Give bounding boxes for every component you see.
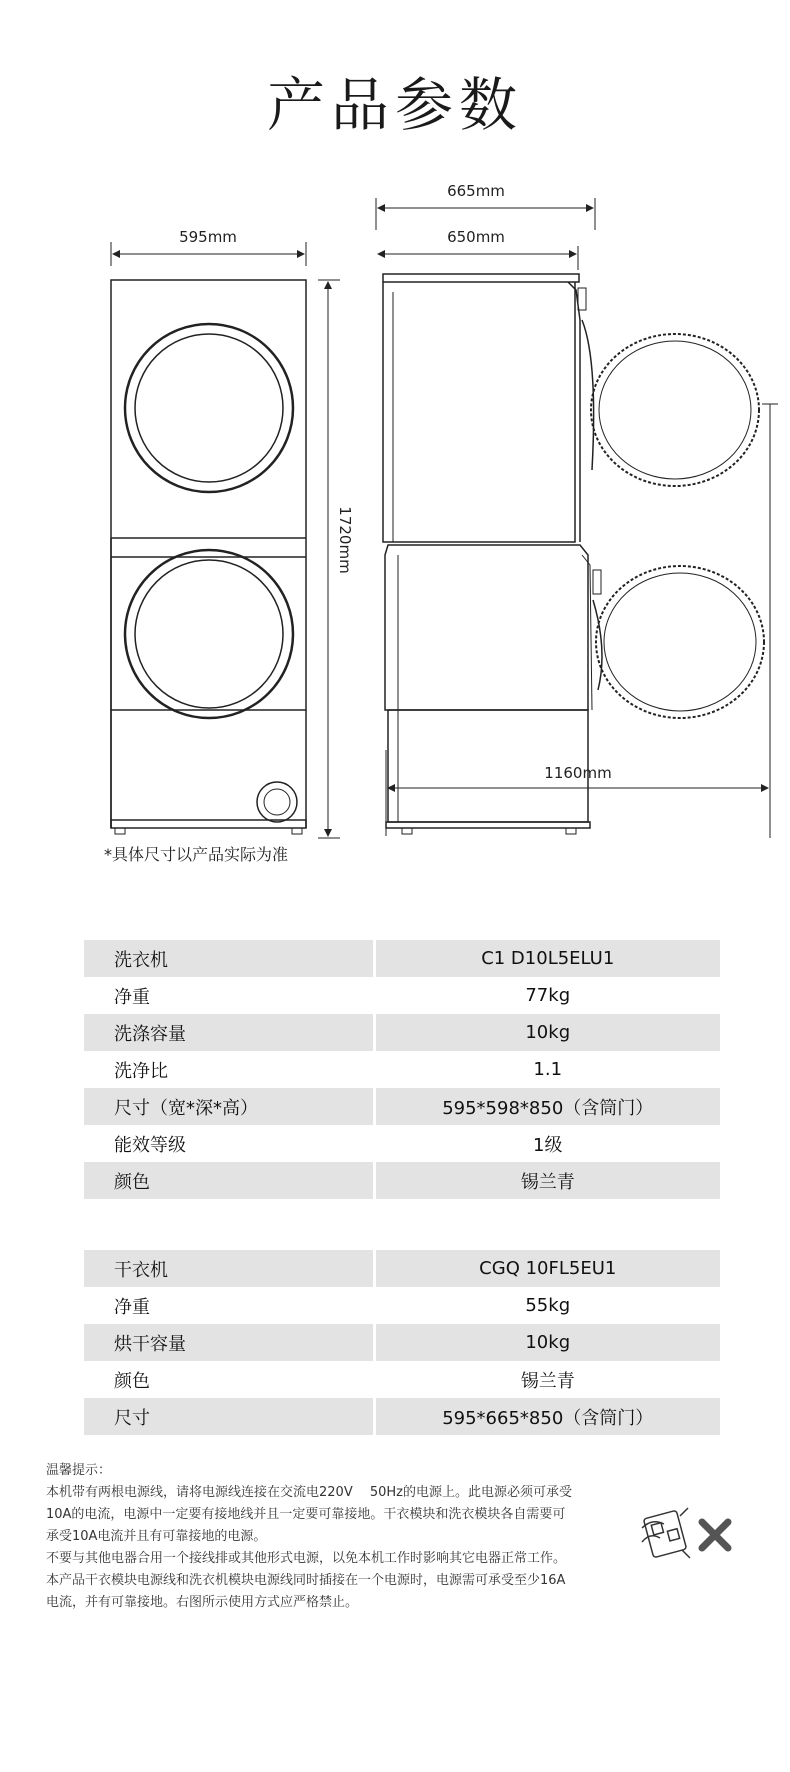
table-row	[84, 1324, 720, 1361]
power-strip-forbidden-icon	[640, 1502, 740, 1572]
washer-spec-table	[84, 940, 720, 1199]
dimension-note: *具体尺寸以产品实际为准	[104, 845, 289, 864]
row-label: 洗涤容量	[84, 1014, 374, 1051]
row-label: 能效等级	[84, 1125, 374, 1162]
dimension-diagram	[0, 170, 790, 870]
row-label: 颜色	[84, 1361, 374, 1398]
row-value: CGQ 10FL5EU1	[374, 1250, 720, 1287]
depth-body-label: 650mm	[447, 228, 505, 246]
row-value: 锡兰青	[520, 1370, 575, 1392]
table-row	[84, 1088, 720, 1125]
row-value: 55kg	[525, 1295, 571, 1316]
depth-total-label: 665mm	[447, 182, 505, 200]
height-label: 1720mm	[336, 506, 354, 574]
row-label: 净重	[84, 977, 374, 1014]
row-label: 干衣机	[84, 1250, 374, 1287]
tips-heading: 温馨提示：	[46, 1463, 112, 1478]
side-view	[376, 198, 778, 838]
row-label: 颜色	[84, 1162, 374, 1199]
tips-line: 承受10A电流并且有可靠接地的电源。	[46, 1529, 267, 1544]
table-row	[84, 1125, 720, 1162]
row-value: 锡兰青	[374, 1162, 720, 1199]
open-depth-label: 1160mm	[544, 764, 612, 782]
table-row	[84, 940, 720, 977]
table-row	[84, 1162, 720, 1199]
tips-line: 本机带有两根电源线，请将电源线连接在交流电220V 50Hz的电源上。此电源必须可承受	[46, 1485, 572, 1500]
row-value: 1级	[533, 1134, 563, 1156]
table-row	[84, 977, 720, 1014]
table-row	[84, 1398, 720, 1435]
row-value: 595*665*850（含筒门）	[374, 1398, 720, 1435]
row-value: 595*598*850（含筒门）	[374, 1088, 720, 1125]
table-row	[84, 1361, 720, 1398]
row-label: 尺寸（宽*深*高）	[84, 1088, 374, 1125]
dryer-spec-table	[84, 1250, 720, 1435]
row-value: 77kg	[525, 985, 571, 1006]
row-label: 烘干容量	[84, 1324, 374, 1361]
tips-line: 不要与其他电器合用一个接线排或其他形式电源，以免本机工作时影响其它电器正常工作。	[46, 1551, 567, 1566]
row-label: 净重	[84, 1287, 374, 1324]
row-value: 10kg	[374, 1324, 720, 1361]
row-value: C1 D10L5ELU1	[374, 940, 720, 977]
page-title: 产品参数	[266, 71, 523, 139]
row-label: 洗衣机	[84, 940, 374, 977]
row-value: 1.1	[533, 1059, 563, 1080]
row-value: 10kg	[374, 1014, 720, 1051]
safety-tips	[46, 1460, 646, 1614]
tips-line: 电流，并有可靠接地。右图所示使用方式应严格禁止。	[46, 1595, 359, 1610]
table-row	[84, 1287, 720, 1324]
tips-line: 本产品干衣模块电源线和洗衣机模块电源线同时插接在一个电源时，电源需可承受至少16A	[46, 1573, 566, 1588]
table-row	[84, 1014, 720, 1051]
width-label: 595mm	[179, 228, 237, 246]
table-row	[84, 1250, 720, 1287]
tips-line: 10A的电流，电源中一定要有接地线并且一定要可靠接地。干衣模块和洗衣模块各自需要可	[46, 1507, 566, 1522]
table-row	[84, 1051, 720, 1088]
row-label: 洗净比	[84, 1051, 374, 1088]
row-label: 尺寸	[84, 1398, 374, 1435]
